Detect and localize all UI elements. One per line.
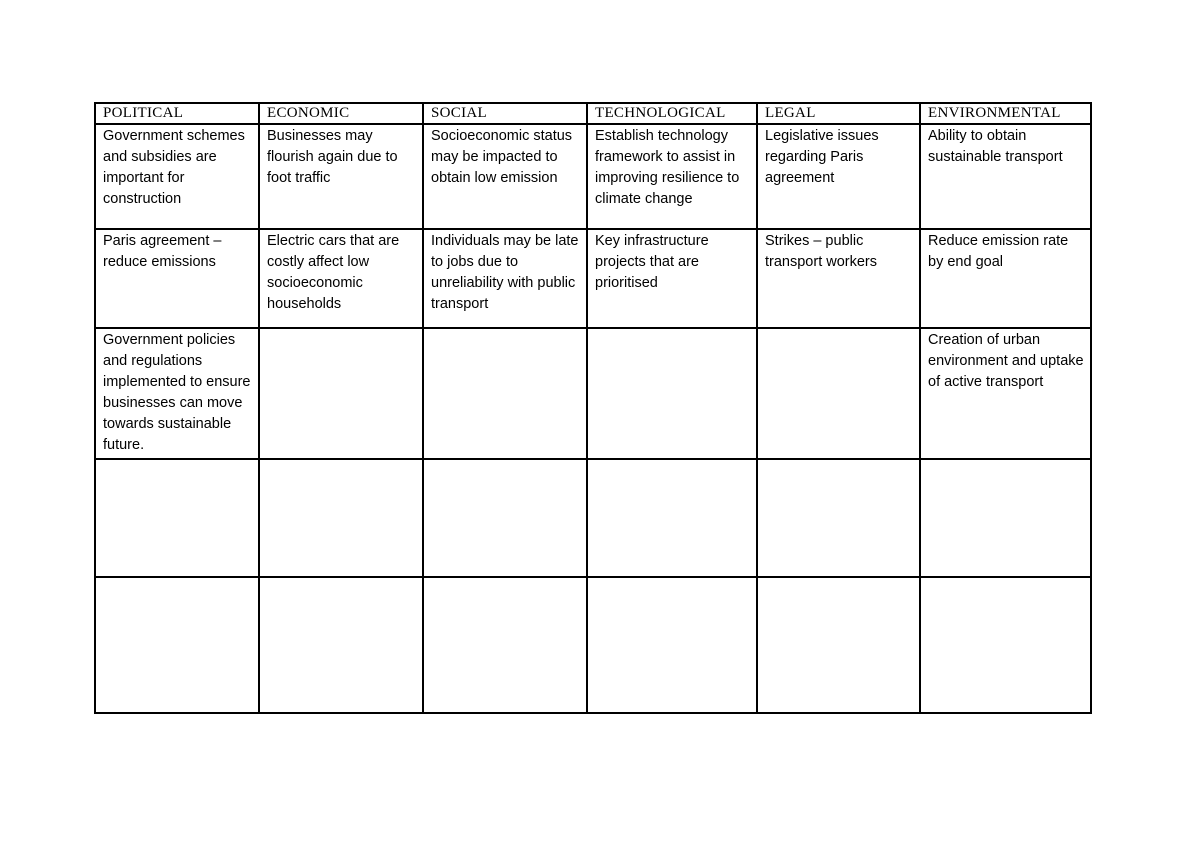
cell-legal bbox=[757, 328, 920, 459]
cell-environmental: Ability to obtain sustainable transport bbox=[920, 124, 1091, 229]
cell-technological bbox=[587, 328, 757, 459]
header-environmental: ENVIRONMENTAL bbox=[920, 103, 1091, 124]
cell-economic: Businesses may flourish again due to foot traffic bbox=[259, 124, 423, 229]
cell-social bbox=[423, 459, 587, 577]
cell-economic bbox=[259, 328, 423, 459]
cell-political bbox=[95, 459, 259, 577]
header-political: POLITICAL bbox=[95, 103, 259, 124]
header-legal: LEGAL bbox=[757, 103, 920, 124]
cell-legal bbox=[757, 459, 920, 577]
table-row bbox=[95, 229, 1091, 328]
cell-technological: Key infrastructure projects that are prioritised bbox=[587, 229, 757, 328]
cell-environmental: Reduce emission rate by end goal bbox=[920, 229, 1091, 328]
cell-political bbox=[95, 577, 259, 713]
cell-social: Individuals may be late to jobs due to unreliability with public transport bbox=[423, 229, 587, 328]
cell-environmental bbox=[920, 459, 1091, 577]
cell-legal bbox=[757, 577, 920, 713]
table-row bbox=[95, 124, 1091, 229]
cell-social: Socioeconomic status may be impacted to obtain low emission bbox=[423, 124, 587, 229]
cell-legal: Legislative issues regarding Paris agreement bbox=[757, 124, 920, 229]
cell-legal: Strikes – public transport workers bbox=[757, 229, 920, 328]
cell-technological: Establish technology framework to assist in improving resilience to climate change bbox=[587, 124, 757, 229]
cell-social bbox=[423, 577, 587, 713]
cell-technological bbox=[587, 577, 757, 713]
pestle-analysis-table bbox=[94, 102, 1092, 714]
cell-environmental bbox=[920, 577, 1091, 713]
cell-political: Paris agreement – reduce emissions bbox=[95, 229, 259, 328]
cell-environmental: Creation of urban environment and uptake of active transport bbox=[920, 328, 1091, 459]
table-header-row bbox=[95, 103, 1091, 124]
cell-technological bbox=[587, 459, 757, 577]
cell-economic bbox=[259, 459, 423, 577]
header-social: SOCIAL bbox=[423, 103, 587, 124]
cell-social bbox=[423, 328, 587, 459]
cell-economic: Electric cars that are costly affect low socioeconomic households bbox=[259, 229, 423, 328]
header-technological: TECHNOLOGICAL bbox=[587, 103, 757, 124]
table-row bbox=[95, 328, 1091, 459]
header-economic: ECONOMIC bbox=[259, 103, 423, 124]
table-row bbox=[95, 459, 1091, 577]
cell-political: Government schemes and subsidies are important for construction bbox=[95, 124, 259, 229]
cell-political: Government policies and regulations implemented to ensure businesses can move towards sustainable future. bbox=[95, 328, 259, 459]
cell-economic bbox=[259, 577, 423, 713]
table-row bbox=[95, 577, 1091, 713]
